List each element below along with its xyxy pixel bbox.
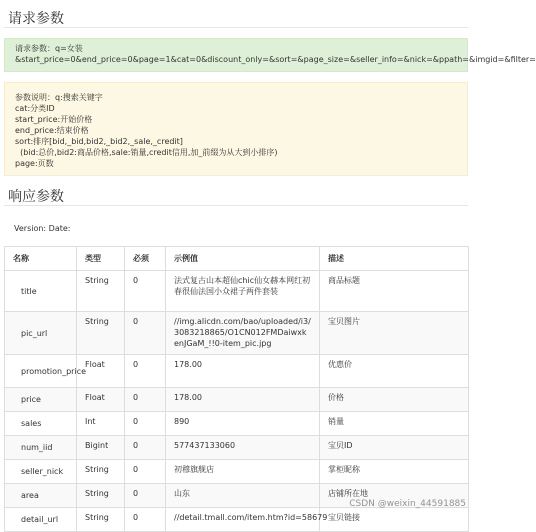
cell-required: 0 <box>125 312 166 355</box>
param-desc-line: (bid:总价,bid2:商品价格,sale:销量,credit信用,加_前缀为从大到小排序) <box>15 148 278 157</box>
cell-name: price <box>5 388 77 412</box>
cell-required: 0 <box>125 436 166 460</box>
table-row <box>5 412 469 436</box>
header-example: 示例值 <box>166 247 320 271</box>
cell-required: 0 <box>125 271 166 312</box>
header-required: 必须 <box>125 247 166 271</box>
param-desc-line: end_price:结束价格 <box>15 126 89 135</box>
cell-type: Float <box>77 388 125 412</box>
request-query-line1: 请求参数：q=女装 <box>15 44 83 53</box>
response-params-table <box>4 246 469 532</box>
version-date-label: Version: Date: <box>14 224 71 233</box>
param-desc-line: page:页数 <box>15 159 54 168</box>
cell-description: 价格 <box>320 388 469 412</box>
cell-required: 0 <box>125 412 166 436</box>
cell-type: Bigint <box>77 436 125 460</box>
cell-description: 商品标题 <box>320 271 469 312</box>
cell-example: 法式复古山本超仙chic仙女赫本网红初春很仙法国小众裙子两件套装 <box>166 271 320 312</box>
param-desc-line: sort:排序[bid,_bid,bid2,_bid2,_sale,_credit] <box>15 137 183 146</box>
header-description: 描述 <box>320 247 469 271</box>
cell-type: String <box>77 484 125 508</box>
cell-type: String <box>77 312 125 355</box>
cell-example: 178.00 <box>166 355 320 388</box>
param-desc-line: 参数说明：q:搜索关键字 <box>15 93 103 102</box>
cell-name: title <box>5 271 77 312</box>
table-header-row <box>5 247 469 271</box>
table-row <box>5 388 469 412</box>
header-type: 类型 <box>77 247 125 271</box>
cell-example: 577437133060 <box>166 436 320 460</box>
cell-example: //img.alicdn.com/bao/uploaded/i3/3083218865/O1CN012FMDaiwxkenJGaM_!!0-item_pic.jpg <box>166 312 320 355</box>
cell-type: Float <box>77 355 125 388</box>
table-row <box>5 312 469 355</box>
cell-description: 店铺所在地 <box>320 484 469 508</box>
cell-name: num_iid <box>5 436 77 460</box>
cell-type: String <box>77 271 125 312</box>
cell-required: 0 <box>125 508 166 532</box>
cell-description: 宝贝图片 <box>320 312 469 355</box>
cell-name: pic_url <box>5 312 77 355</box>
cell-type: String <box>77 460 125 484</box>
response-divider <box>4 205 468 206</box>
param-description-box <box>4 82 468 176</box>
cell-name: detail_url <box>5 508 77 532</box>
cell-example: 初穆旗舰店 <box>166 460 320 484</box>
cell-description: 宝贝ID <box>320 436 469 460</box>
cell-name: seller_nick <box>5 460 77 484</box>
table-row <box>5 508 469 532</box>
request-query-line2: &start_price=0&end_price=0&page=1&cat=0&discount_only=&sort=&page_size=&seller_info=&nick=&ppath=&imgid=&filter= <box>15 55 536 64</box>
cell-required: 0 <box>125 355 166 388</box>
param-desc-line: start_price:开始价格 <box>15 115 93 124</box>
cell-description: 宝贝链接 <box>320 508 469 532</box>
cell-required: 0 <box>125 484 166 508</box>
table-row <box>5 436 469 460</box>
cell-required: 0 <box>125 388 166 412</box>
cell-name: area <box>5 484 77 508</box>
cell-type: String <box>77 508 125 532</box>
cell-example: //detail.tmall.com/item.htm?id=58679 <box>166 508 320 532</box>
cell-example: 178.00 <box>166 388 320 412</box>
header-name: 名称 <box>5 247 77 271</box>
param-desc-line: cat:分类ID <box>15 104 55 113</box>
request-query-box <box>4 38 536 72</box>
request-divider <box>4 27 468 28</box>
cell-name: sales <box>5 412 77 436</box>
table-row <box>5 355 469 388</box>
table-row <box>5 271 469 312</box>
cell-required: 0 <box>125 460 166 484</box>
cell-description: 优惠价 <box>320 355 469 388</box>
cell-example: 890 <box>166 412 320 436</box>
response-params-title: 响应参数 <box>8 189 64 205</box>
cell-description: 掌柜昵称 <box>320 460 469 484</box>
cell-description: 销量 <box>320 412 469 436</box>
request-params-title: 请求参数 <box>8 11 64 27</box>
cell-name: promotion_price <box>5 355 77 388</box>
csdn-watermark: CSDN @weixin_44591885 <box>349 499 466 509</box>
cell-type: Int <box>77 412 125 436</box>
table-row <box>5 460 469 484</box>
cell-example: 山东 <box>166 484 320 508</box>
